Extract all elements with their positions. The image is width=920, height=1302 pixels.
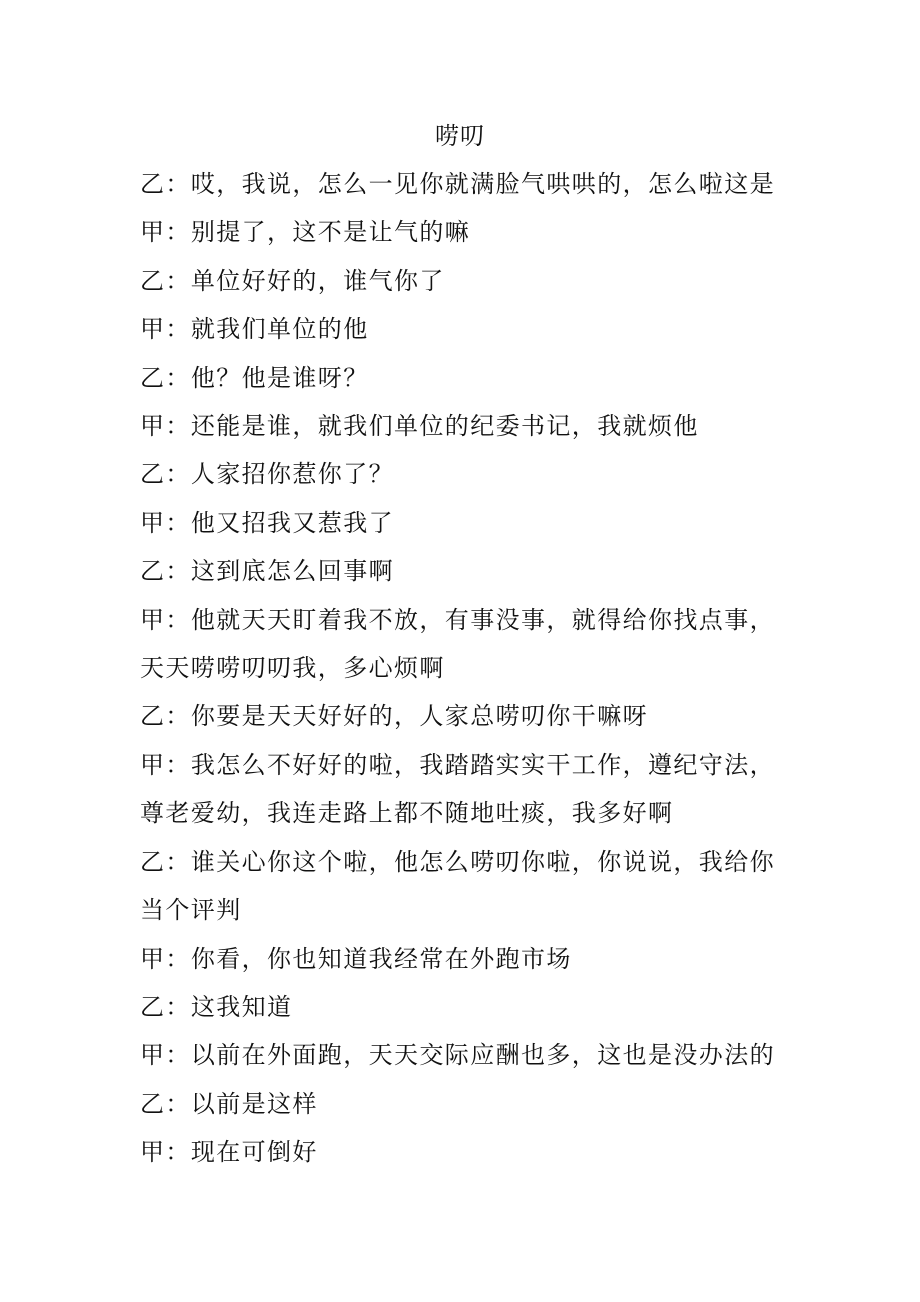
- speaker-label: 乙：: [140, 460, 191, 489]
- utterance-text: 还能是谁，就我们单位的纪委书记，我就烦他: [190, 412, 699, 441]
- dialogue-line: [140, 305, 790, 353]
- utterance-text: 你看，你也知道我经常在外跑市场: [190, 944, 572, 973]
- utterance-text: 单位好好的，谁气你了: [190, 266, 445, 295]
- dialogue-line: [140, 935, 790, 983]
- speaker-label: 甲：: [140, 508, 191, 537]
- utterance-text: 这到底怎么回事啊: [190, 557, 395, 586]
- utterance-text: 我怎么不好好的啦，我踏踏实实干工作，遵纪守法，尊老爱幼，我连走路上都不随地吐痰，我多好啊: [140, 750, 776, 828]
- dialogue-line: [140, 983, 790, 1031]
- utterance-text: 他？他是谁呀？: [190, 363, 369, 392]
- dialogue-line: [140, 450, 790, 498]
- dialogue-line: [140, 354, 790, 402]
- dialogue-line: [140, 692, 790, 740]
- dialogue-line: [140, 838, 790, 935]
- speaker-label: 乙：: [140, 992, 191, 1021]
- utterance-text: 现在可倒好: [190, 1138, 318, 1167]
- utterance-text: 以前是这样: [190, 1089, 318, 1118]
- speaker-label: 乙：: [140, 266, 191, 295]
- dialogue-line: [140, 1031, 790, 1079]
- dialogue-line: [140, 1128, 790, 1176]
- utterance-text: 以前在外面跑，天天交际应酬也多，这也是没办法的: [190, 1041, 776, 1070]
- speaker-label: 乙：: [140, 847, 191, 876]
- dialogue-line: [140, 741, 790, 838]
- dialogue-line: [140, 402, 790, 450]
- speaker-label: 甲：: [140, 605, 191, 634]
- speaker-label: 甲：: [140, 315, 191, 344]
- utterance-text: 就我们单位的他: [190, 315, 369, 344]
- speaker-label: 甲：: [140, 944, 191, 973]
- dialogue-line: [140, 257, 790, 305]
- dialogue-line: [140, 547, 790, 595]
- speaker-label: 乙：: [140, 170, 191, 198]
- speaker-label: 乙：: [140, 1089, 191, 1118]
- speaker-label: 甲：: [140, 1041, 191, 1070]
- utterance-text: 你要是天天好好的，人家总唠叨你干嘛呀: [190, 702, 649, 731]
- speaker-label: 乙：: [140, 702, 191, 731]
- utterance-text: 别提了，这不是让气的嘛: [190, 218, 471, 247]
- speaker-label: 甲：: [140, 218, 191, 247]
- dialogue-line: [140, 499, 790, 547]
- utterance-text: 谁关心你这个啦，他怎么唠叨你啦，你说说，我给你当个评判: [140, 847, 776, 925]
- speaker-label: 甲：: [140, 1138, 191, 1167]
- utterance-text: 人家招你惹你了？: [190, 460, 395, 489]
- utterance-text: 他就天天盯着我不放，有事没事，就得给你找点事，天天唠唠叨叨我，多心烦啊: [140, 605, 776, 683]
- utterance-text: 这我知道: [190, 992, 293, 1021]
- speaker-label: 乙：: [140, 363, 191, 392]
- dialogue-line: [140, 1080, 790, 1128]
- dialogue-line: [140, 160, 790, 208]
- dialogue-line: [140, 208, 790, 256]
- utterance-text: 他又招我又惹我了: [190, 508, 395, 537]
- speaker-label: 乙：: [140, 557, 191, 586]
- dialogue-list: [140, 160, 790, 1177]
- document-title: 唠叨: [435, 122, 485, 150]
- dialogue-line: [140, 596, 790, 693]
- utterance-text: 哎，我说，怎么一见你就满脸气哄哄的，怎么啦这是: [190, 170, 776, 198]
- speaker-label: 甲：: [140, 412, 191, 441]
- speaker-label: 甲：: [140, 750, 191, 779]
